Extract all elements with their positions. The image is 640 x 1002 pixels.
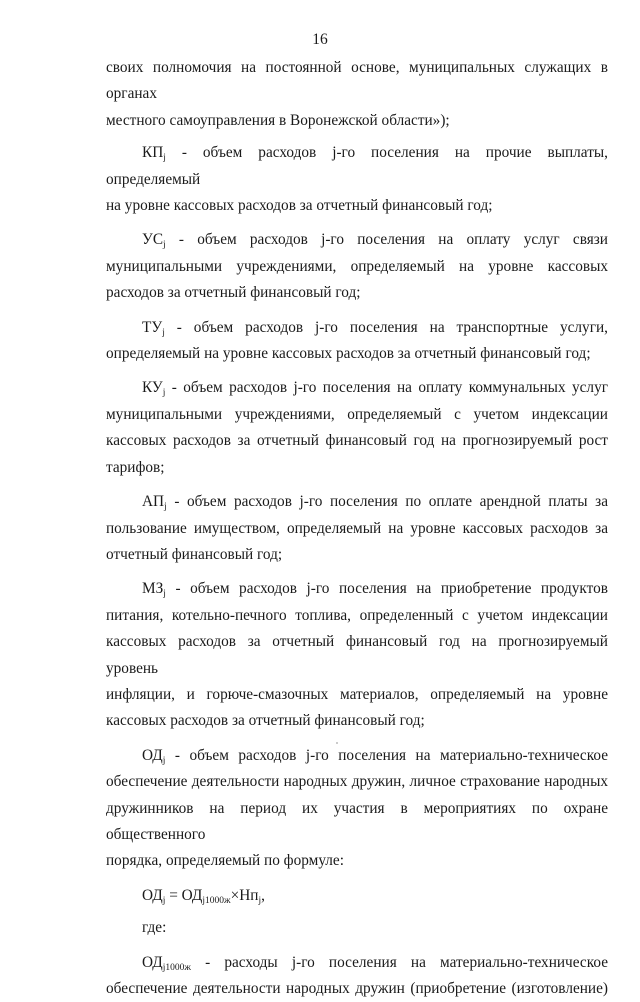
term-symbol: УС bbox=[142, 231, 164, 249]
text-line: кассовых расходов за отчетный финансовый год на прогнозируемый рост bbox=[106, 432, 608, 450]
term-definition: - объем расходов j-го поселения на приобретение продуктов bbox=[165, 580, 608, 598]
text-line: обеспечение деятельности народных дружин, личное страхование народных bbox=[106, 773, 608, 791]
subscript: j bbox=[162, 895, 166, 906]
term-definition: - объем расходов j-го поселения на транспортные услуги, bbox=[164, 318, 608, 336]
subscript: j1000ж bbox=[202, 895, 231, 906]
term-definition: - объем расходов j-го поселения на материально-техническое bbox=[165, 746, 608, 764]
subscript: j bbox=[163, 240, 166, 251]
text-line bbox=[106, 489, 608, 515]
text-line: муниципальными учреждениями, определяемый с учетом индексации bbox=[106, 405, 608, 423]
term-definition: - объем расходов j-го поселения на оплату услуг связи bbox=[165, 231, 608, 249]
text-line: своих полномочия на постоянной основе, муниципальных служащих в органах bbox=[106, 59, 608, 103]
text-line bbox=[106, 576, 608, 602]
text-line: пользование имуществом, определяемый на уровне кассовых расходов за bbox=[106, 519, 608, 537]
text-line: отчетный финансовый год; bbox=[106, 545, 283, 563]
paragraph-od1000 bbox=[106, 950, 608, 1002]
term-definition: - объем расходов j-го поселения на оплату коммунальных услуг bbox=[165, 379, 608, 397]
text-line bbox=[106, 227, 608, 253]
formula-term: ×Нп bbox=[230, 886, 259, 904]
text-line: тарифов; bbox=[106, 458, 165, 476]
term-definition: - объем расходов j-го поселения на прочие выплаты, определяемый bbox=[106, 144, 608, 188]
subscript: j bbox=[162, 327, 165, 338]
where-label: где: bbox=[142, 919, 167, 937]
formula-term: = ОД bbox=[165, 886, 203, 904]
text-line: определяемый на уровне кассовых расходов за отчетный финансовый год; bbox=[106, 345, 591, 363]
text-line: инфляции, и горюче-смазочных материалов, определяемый на уровне bbox=[106, 685, 608, 703]
term-symbol: АП bbox=[142, 493, 165, 511]
subscript: j bbox=[163, 153, 166, 164]
paragraph-mz bbox=[106, 576, 608, 734]
text-line bbox=[106, 950, 608, 976]
paragraph-tu bbox=[106, 315, 608, 368]
term-symbol: ОД bbox=[142, 953, 163, 971]
subscript: j bbox=[258, 895, 262, 906]
text-line: обеспечение деятельности народных дружин (приобретение (изготовление) bbox=[106, 980, 608, 997]
term-symbol: МЗ bbox=[142, 580, 164, 598]
text-line bbox=[106, 743, 608, 769]
subscript: j bbox=[163, 589, 166, 600]
paragraph-ku bbox=[106, 375, 608, 481]
text-line: питания, котельно-печного топлива, определенный с учетом индексации bbox=[106, 606, 608, 624]
text-line bbox=[106, 375, 608, 401]
term-symbol: ОД bbox=[142, 746, 163, 764]
term-symbol: КУ bbox=[142, 379, 163, 397]
term-definition: - объем расходов j-го поселения по оплате арендной платы за bbox=[166, 493, 608, 511]
subscript: j bbox=[162, 388, 166, 399]
text-line: на уровне кассовых расходов за отчетный финансовый год; bbox=[106, 197, 493, 215]
paragraph-kp bbox=[106, 140, 608, 219]
page-number: 16 bbox=[312, 31, 328, 48]
term-symbol: ТУ bbox=[142, 318, 163, 336]
paragraph-od bbox=[106, 743, 608, 875]
term-definition: - расходы j-го поселения на материально-техническое bbox=[190, 953, 608, 971]
body-text bbox=[106, 55, 608, 1002]
term-symbol: КП bbox=[142, 144, 164, 162]
text-line: расходов за отчетный финансовый год; bbox=[106, 284, 361, 302]
text-line: дружинников на период их участия в мероприятиях по охране общественного bbox=[106, 799, 608, 843]
paragraph-us bbox=[106, 227, 608, 306]
subscript: j bbox=[164, 502, 167, 513]
text-line: местного самоуправления в Воронежской области»); bbox=[106, 111, 450, 129]
subscript: j bbox=[162, 755, 166, 766]
formula-term: ОД bbox=[142, 886, 163, 904]
text-line: кассовых расходов за отчетный финансовый год; bbox=[106, 712, 425, 730]
text-line bbox=[106, 315, 608, 341]
scan-dot bbox=[336, 742, 338, 744]
text-line bbox=[106, 140, 608, 193]
text-line: муниципальными учреждениями, определяемый на уровне кассовых bbox=[106, 257, 608, 275]
text-line: кассовых расходов за отчетный финансовый год на прогнозируемый уровень bbox=[106, 633, 608, 677]
paragraph-ap bbox=[106, 489, 608, 568]
formula bbox=[106, 883, 608, 909]
text-line: порядка, определяемый по формуле: bbox=[106, 852, 344, 870]
subscript: j1000ж bbox=[162, 962, 191, 973]
formula-term: , bbox=[261, 886, 265, 904]
